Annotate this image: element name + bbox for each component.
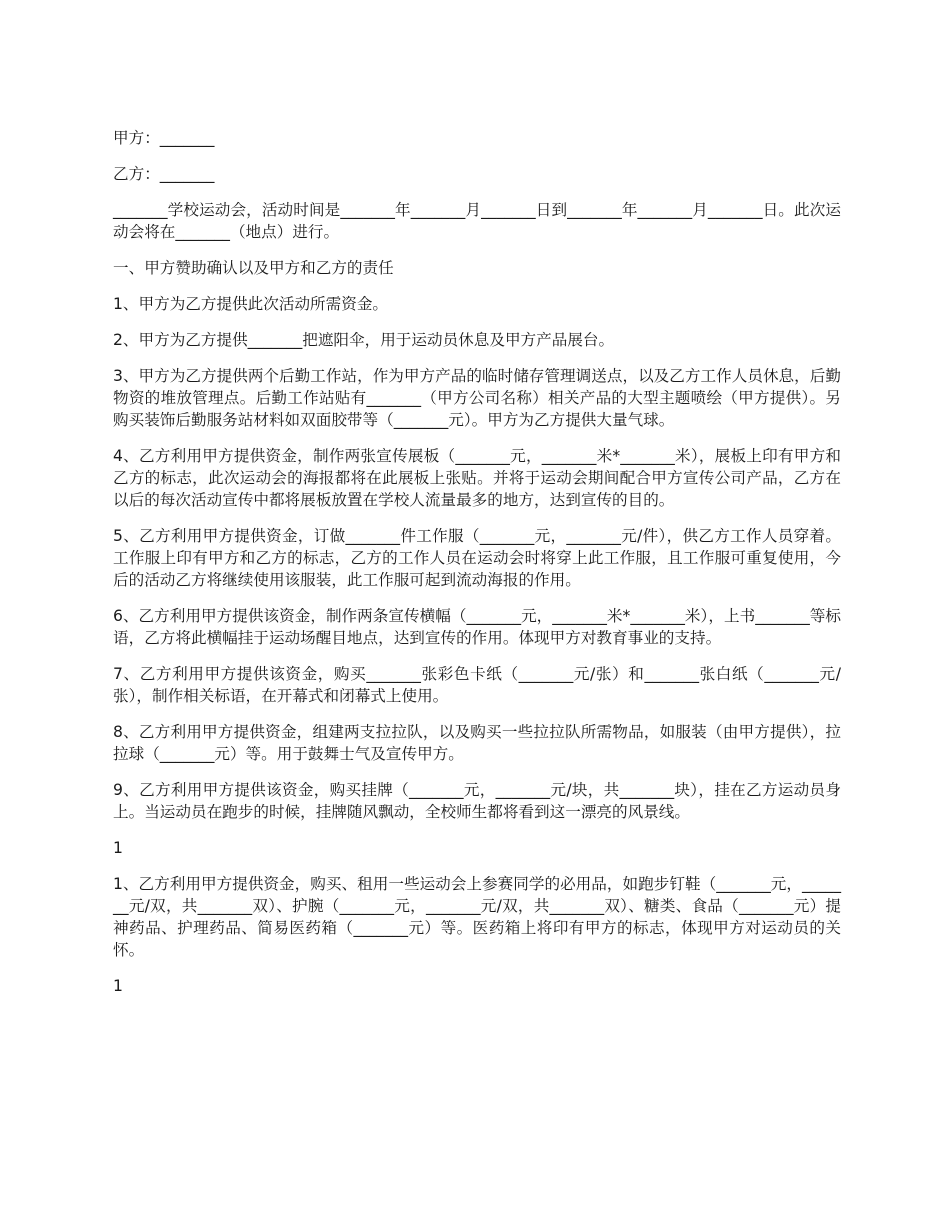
clause-9: 9、乙方利用甲方提供该资金，购买挂牌（_______元，_______元/块，共_______块），挂在乙方运动员身上。当运动员在跑步的时候，挂牌随风飘动，全校师生都将看到这一漂亮的风景线。 (113, 781, 841, 821)
section-heading: 一、甲方赞助确认以及甲方和乙方的责任 (113, 259, 394, 277)
clause-2: 2、甲方为乙方提供_______把遮阳伞，用于运动员休息及甲方产品展台。 (113, 331, 615, 349)
clause-4: 4、乙方利用甲方提供资金，制作两张宣传展板（_______元，_______米*_______米），展板上印有甲方和乙方的标志，此次运动会的海报都将在此展板上张贴。并将于运动会期间配合甲方宣传公司产品，乙方在以后的每次活动宣传中都将展板放置在学校人流量最多的地方，达到宣传的目的。 (113, 447, 841, 509)
party-a-line: 甲方：_______ (113, 129, 215, 147)
clause-5: 5、乙方利用甲方提供资金，订做_______件工作服（_______元，_______元/件），供乙方工作人员穿着。工作服上印有甲方和乙方的标志，乙方的工作人员在运动会时将穿上此工作服，且工作服可重复使用，今后的活动乙方将继续使用该服装，此工作服可起到流动海报的作用。 (113, 527, 841, 589)
clause-6: 6、乙方利用甲方提供该资金，制作两条宣传横幅（_______元，_______米*_______米），上书_______等标语，乙方将此横幅挂于运动场醒目地点，达到宣传的作用。体现甲方对教育事业的支持。 (113, 607, 841, 647)
clause-10: 1、乙方利用甲方提供资金，购买、租用一些运动会上参赛同学的必用品，如跑步钉鞋（_______元，_______元/双，共_______双）、护腕（_______元，_______元/双，共_______双）、糖类、食品（_______元）提神药品、护理药品、简易医药箱（_______元）等。医药箱上将印有甲方的标志，体现甲方对运动员的关怀。 (113, 875, 841, 959)
clause-7: 7、乙方利用甲方提供该资金，购买_______张彩色卡纸（_______元/张）和_______张白纸（_______元/张），制作相关标语，在开幕式和闭幕式上使用。 (113, 665, 841, 705)
event-intro-paragraph: _______学校运动会，活动时间是_______年_______月_______日到_______年_______月_______日。此次运动会将在_______（地点）进行。 (113, 201, 841, 241)
document-body (113, 127, 841, 1011)
page-number: 1 (113, 839, 123, 857)
clause-8: 8、乙方利用甲方提供资金，组建两支拉拉队，以及购买一些拉拉队所需物品，如服装（由甲方提供），拉拉球（_______元）等。用于鼓舞士气及宣传甲方。 (113, 723, 841, 763)
party-b-line: 乙方：_______ (113, 165, 215, 183)
page-number-2: 1 (113, 977, 123, 995)
clause-1: 1、甲方为乙方提供此次活动所需资金。 (113, 295, 389, 313)
clause-3: 3、甲方为乙方提供两个后勤工作站，作为甲方产品的临时储存管理调送点，以及乙方工作人员休息，后勤物资的堆放管理点。后勤工作站贴有_______（甲方公司名称）相关产品的大型主题喷绘（甲方提供）。另购买装饰后勤服务站材料如双面胶带等（_______元）。甲方为乙方提供大量气球。 (113, 367, 841, 429)
